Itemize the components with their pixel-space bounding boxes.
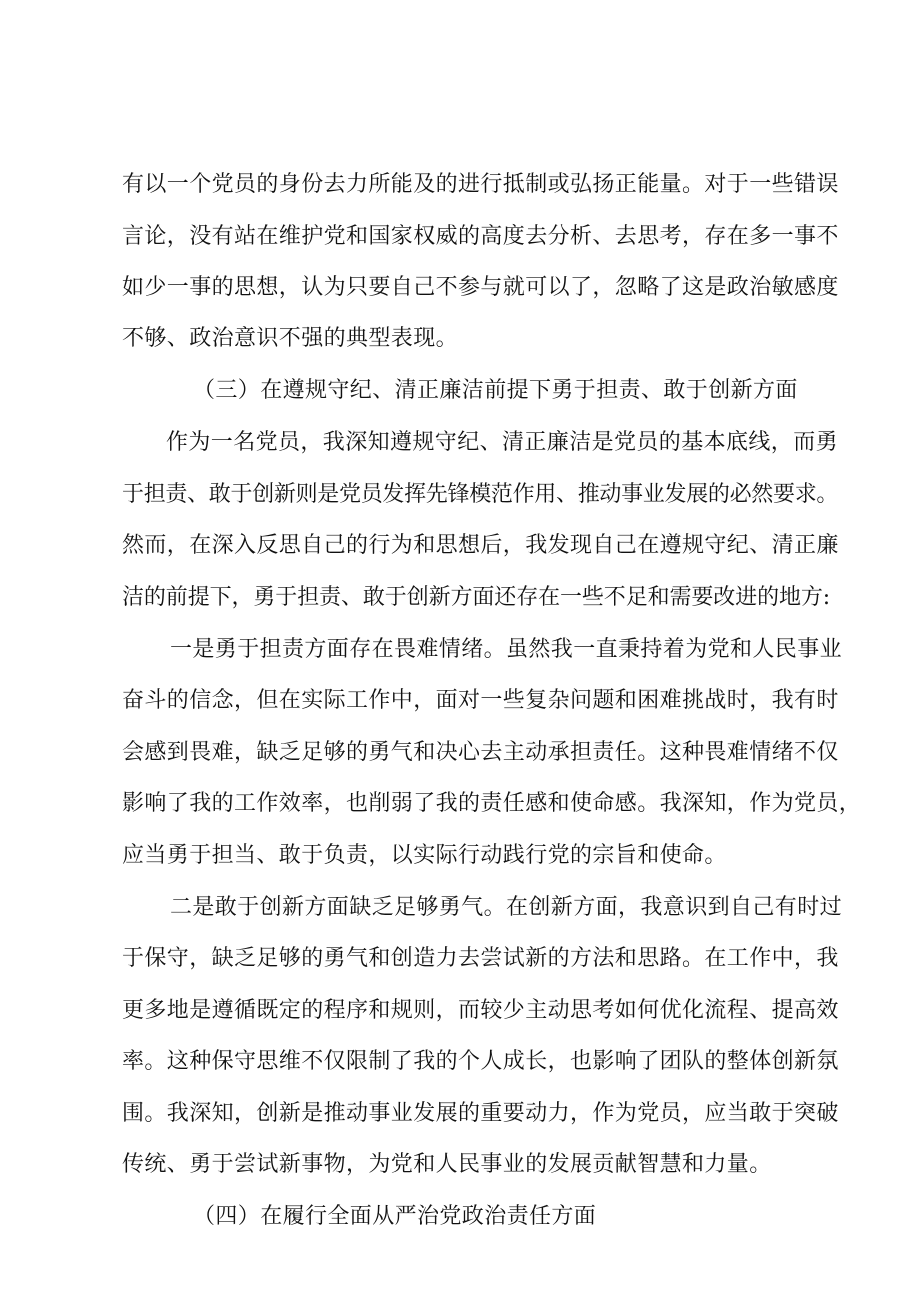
text-line: 不够、政治意识不强的典型表现。 [122, 326, 459, 351]
text-line: 更多地是遵循既定的程序和规则，而较少主动思考如何优化流程、提高效 [122, 998, 839, 1023]
text-line: 影响了我的工作效率，也削弱了我的责任感和使命感。我深知，作为党员， [122, 791, 862, 816]
text-line: 传统、勇于尝试新事物，为党和人民事业的发展贡献智慧和力量。 [122, 1152, 772, 1177]
text-line: 一是勇于担责方面存在畏难情绪。虽然我一直秉持着为党和人民事业 [170, 637, 843, 662]
text-line: 言论，没有站在维护党和国家权威的高度去分析、去思考，存在多一事不 [122, 224, 839, 249]
text-line: 围。我深知，创新是推动事业发展的重要动力，作为党员，应当敢于突破 [122, 1101, 839, 1126]
text-line: 洁的前提下，勇于担责、敢于创新方面还存在一些不足和需要改进的地方: [122, 585, 831, 610]
text-line: 应当勇于担当、敢于负责，以实际行动践行党的宗旨和使命。 [122, 843, 727, 868]
text-line: 会感到畏难，缺乏足够的勇气和决心去主动承担责任。这种畏难情绪不仅 [122, 740, 839, 765]
section-heading-3: （三）在遵规守纪、清正廉洁前提下勇于担责、敢于创新方面 [193, 378, 798, 403]
text-line: 二是敢于创新方面缺乏足够勇气。在创新方面，我意识到自己有时过 [170, 895, 843, 920]
text-line: 如少一事的思想，认为只要自己不参与就可以了，忽略了这是政治敏感度 [122, 275, 839, 300]
text-line: 奋斗的信念，但在实际工作中，面对一些复杂问题和困难挑战时，我有时 [122, 688, 839, 713]
text-line: 率。这种保守思维不仅限制了我的个人成长，也影响了团队的整体创新氛 [122, 1049, 839, 1074]
text-line: 然而，在深入反思自己的行为和思想后，我发现自己在遵规守纪、清正廉 [122, 533, 839, 558]
text-line: 于担责、敢于创新则是党员发挥先锋模范作用、推动事业发展的必然要求。 [122, 482, 839, 507]
text-line: 有以一个党员的身份去力所能及的进行抵制或弘扬正能量。对于一些错误 [122, 172, 839, 197]
section-heading-4: （四）在履行全面从严治党政治责任方面 [193, 1204, 597, 1229]
text-line: 于保守，缺乏足够的勇气和创造力去尝试新的方法和思路。在工作中，我 [122, 946, 839, 971]
text-line: 作为一名党员，我深知遵规守纪、清正廉洁是党员的基本底线，而勇 [166, 430, 839, 455]
